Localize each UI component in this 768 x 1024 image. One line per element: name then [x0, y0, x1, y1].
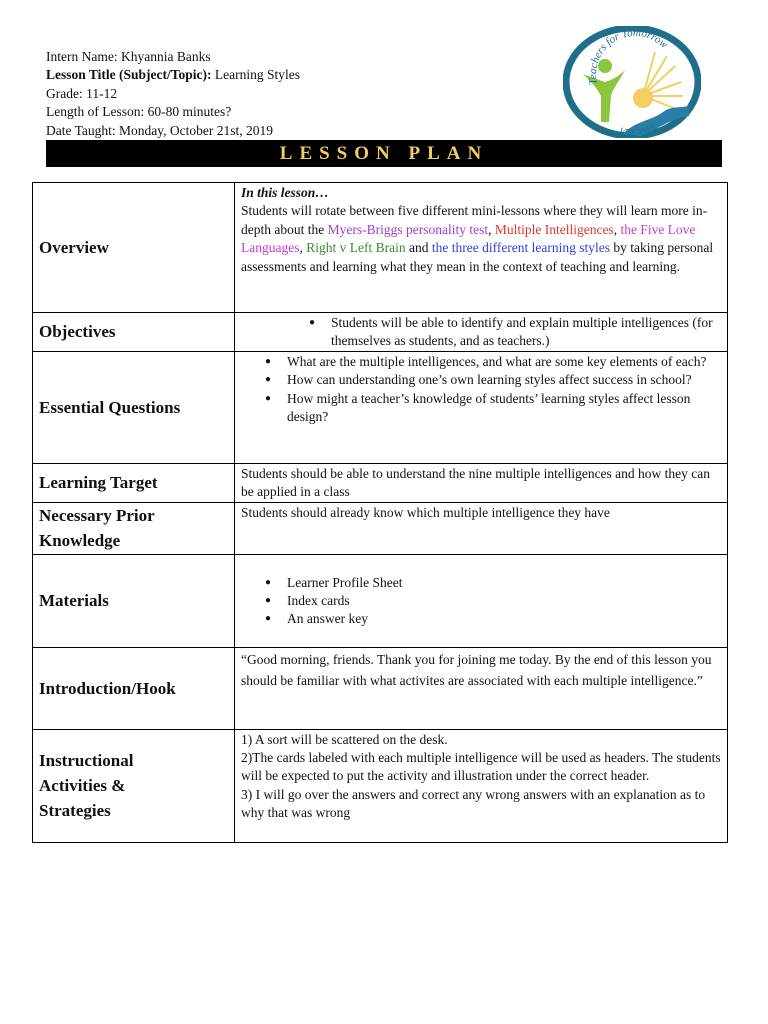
activity-step: 1) A sort will be scattered on the desk. — [241, 731, 448, 747]
lesson-header-info — [46, 48, 300, 140]
essential-questions-label: Essential Questions — [33, 351, 235, 463]
activities-label-line: Strategies — [39, 801, 111, 821]
teachers-for-tomorrow-logo — [563, 26, 701, 138]
activities-label-line: Activities & — [39, 776, 126, 796]
table-row — [33, 351, 728, 463]
overview-label: Overview — [33, 183, 235, 313]
table-row — [33, 183, 728, 313]
intern-label: Intern Name: — [46, 49, 118, 64]
list-item: ● What are the multiple intelligences, and what are some key elements of each? — [287, 353, 722, 371]
table-row — [33, 729, 728, 842]
grade-line — [46, 85, 300, 103]
date-line — [46, 122, 300, 140]
right-left-brain-text: Right v Left Brain — [306, 240, 406, 256]
materials-content — [235, 554, 728, 647]
grade-label: Grade: — [46, 85, 83, 101]
date-value: Monday, October 21st, 2019 — [119, 122, 274, 138]
table-row — [33, 502, 728, 554]
table-row — [33, 463, 728, 502]
grade-value: 11-12 — [86, 85, 118, 101]
instructional-activities-label — [33, 729, 235, 842]
overview-text-part: Students will rotate between five different mini-lessons where they will learn more in-depth about the — [241, 203, 708, 237]
intern-line — [46, 48, 300, 66]
list-item: ● Index cards — [287, 592, 722, 610]
overview-text — [241, 202, 722, 276]
table-row — [33, 647, 728, 729]
essential-questions-content — [235, 351, 728, 463]
list-item: ● How can understanding one’s own learning styles affect success in school? — [287, 371, 722, 389]
learning-target-label: Learning Target — [33, 463, 235, 502]
lesson-plan-table — [32, 182, 728, 843]
table-row — [33, 554, 728, 647]
instructional-activities-content — [235, 729, 728, 842]
myers-briggs-link-text: Myers-Briggs personality test — [327, 221, 489, 237]
overview-sep: , — [613, 221, 621, 237]
objectives-content — [235, 313, 728, 352]
objectives-label: Objectives — [33, 313, 235, 352]
length-line — [46, 103, 300, 121]
overview-sep: , — [488, 221, 495, 237]
date-label: Date Taught: — [46, 122, 116, 138]
overview-and: and — [405, 240, 432, 256]
activity-step: 2)The cards labeled with each multiple intelligence will be used as headers. The students will be expected to put the activity and illustration under the correct header. — [241, 750, 721, 784]
prior-knowledge-label-line: Necessary Prior — [39, 506, 155, 526]
learning-target-content: Students should be able to understand the nine multiple intelligences and how they can be applied in a class — [235, 463, 728, 502]
table-row — [33, 313, 728, 352]
prior-knowledge-label-line: Knowledge — [39, 531, 121, 551]
list-item: ● How might a teacher’s knowledge of students’ learning styles affect lesson design? — [287, 390, 722, 427]
lesson-title-value: Learning Styles — [214, 67, 301, 83]
love-languages-text: the Five Love Languages — [241, 221, 696, 256]
length-label: Length of Lesson: — [46, 104, 145, 120]
lesson-title-label: Lesson Title (Subject/Topic): — [46, 67, 212, 83]
list-item: ● An answer key — [287, 610, 722, 628]
list-item: ● Learner Profile Sheet — [287, 574, 722, 592]
list-item: ● Students will be able to identify and explain multiple intelligences (for themselves as students, and as teachers.) — [331, 314, 722, 351]
activity-step: 3) I will go over the answers and correct any wrong answers with an explanation as to why that was wrong — [241, 786, 706, 821]
lesson-plan-banner: LESSON PLAN — [46, 140, 722, 167]
overview-intro: In this lesson… — [241, 185, 329, 200]
objectives-list — [241, 314, 722, 351]
lesson-title-line — [46, 66, 300, 84]
intern-value: Khyannia Banks — [120, 49, 211, 64]
materials-label: Materials — [33, 554, 235, 647]
activities-label-line: Instructional — [39, 751, 134, 771]
sun-icon — [633, 88, 653, 108]
multiple-intelligences-text: Multiple Intelligences — [494, 221, 614, 237]
length-value: 60-80 minutes? — [147, 104, 232, 120]
materials-list — [241, 574, 722, 629]
overview-sep: , — [299, 240, 307, 256]
learning-styles-text: the three different learning styles — [431, 240, 611, 256]
logo-state-text: VIRGINIA — [618, 121, 657, 138]
essential-questions-list — [241, 353, 722, 427]
overview-content — [235, 183, 728, 313]
logo-arc-text: Teachers for Tomorrow — [586, 26, 671, 86]
introduction-hook-content: “Good morning, friends. Thank you for joining me today. By the end of this lesson you should be familiar with what activites are associated with each multiple intelligence.” — [235, 647, 728, 729]
introduction-hook-label: Introduction/Hook — [33, 647, 235, 729]
prior-knowledge-content: Students should already know which multiple intelligence they have — [235, 502, 728, 554]
prior-knowledge-label — [33, 502, 235, 554]
overview-text-part: by taking personal assessments and learning what they mean in the context of teaching and learning. — [241, 240, 714, 274]
